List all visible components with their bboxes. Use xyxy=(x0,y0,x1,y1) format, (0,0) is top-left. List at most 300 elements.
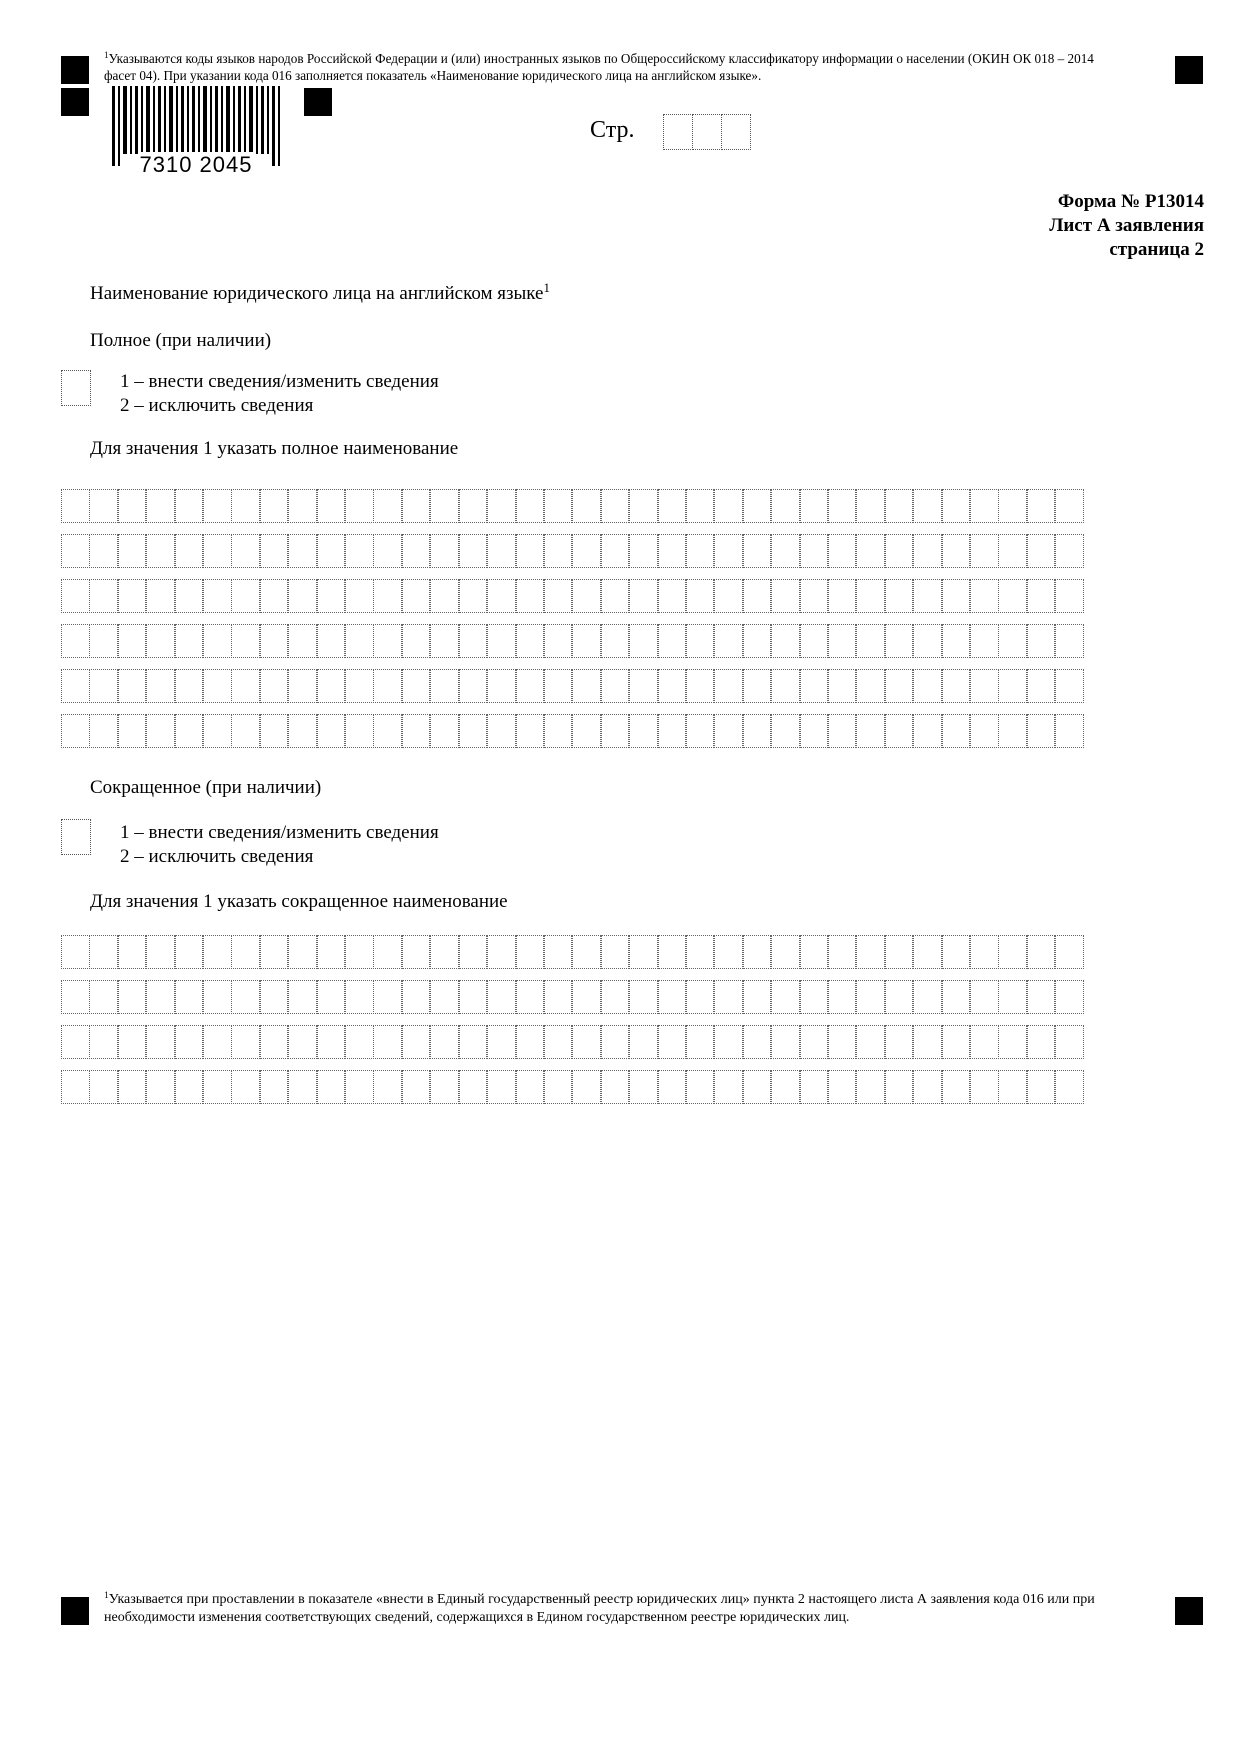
character-cell[interactable] xyxy=(459,489,488,523)
character-cell[interactable] xyxy=(856,534,885,568)
character-cell[interactable] xyxy=(658,714,687,748)
character-cell[interactable] xyxy=(1027,579,1056,613)
character-cell[interactable] xyxy=(544,489,573,523)
character-cell[interactable] xyxy=(61,714,90,748)
character-cell[interactable] xyxy=(686,935,715,969)
character-cell[interactable] xyxy=(203,489,232,523)
character-cell[interactable] xyxy=(629,1070,658,1104)
character-cell[interactable] xyxy=(89,669,118,703)
character-cell[interactable] xyxy=(686,579,715,613)
character-cell[interactable] xyxy=(231,489,260,523)
character-cell[interactable] xyxy=(1027,534,1056,568)
character-cell[interactable] xyxy=(516,1070,545,1104)
character-cell[interactable] xyxy=(658,489,687,523)
character-cell[interactable] xyxy=(743,534,772,568)
character-cell[interactable] xyxy=(970,624,999,658)
character-cell[interactable] xyxy=(459,1070,488,1104)
character-cell[interactable] xyxy=(402,1025,431,1059)
character-cell[interactable] xyxy=(856,489,885,523)
character-cell[interactable] xyxy=(885,534,914,568)
character-cell[interactable] xyxy=(658,534,687,568)
page-number-cell[interactable] xyxy=(663,114,693,150)
character-cell[interactable] xyxy=(601,1025,630,1059)
character-cell[interactable] xyxy=(629,980,658,1014)
character-cell[interactable] xyxy=(288,1025,317,1059)
character-cell[interactable] xyxy=(686,1070,715,1104)
character-cell[interactable] xyxy=(231,714,260,748)
character-cell[interactable] xyxy=(998,489,1027,523)
character-cell[interactable] xyxy=(913,489,942,523)
character-cell[interactable] xyxy=(345,1070,374,1104)
character-cell[interactable] xyxy=(800,714,829,748)
character-cell[interactable] xyxy=(459,1025,488,1059)
character-cell[interactable] xyxy=(800,534,829,568)
character-cell[interactable] xyxy=(61,669,90,703)
full-name-grid[interactable] xyxy=(61,489,1084,759)
character-cell[interactable] xyxy=(288,669,317,703)
character-cell[interactable] xyxy=(203,935,232,969)
character-cell[interactable] xyxy=(317,534,346,568)
character-cell[interactable] xyxy=(913,579,942,613)
character-cell[interactable] xyxy=(942,489,971,523)
character-cell[interactable] xyxy=(231,980,260,1014)
character-cell[interactable] xyxy=(942,935,971,969)
character-cell[interactable] xyxy=(373,669,402,703)
character-cell[interactable] xyxy=(601,669,630,703)
character-cell[interactable] xyxy=(601,714,630,748)
character-cell[interactable] xyxy=(118,714,147,748)
character-cell[interactable] xyxy=(430,1070,459,1104)
character-cell[interactable] xyxy=(714,714,743,748)
character-cell[interactable] xyxy=(629,714,658,748)
character-cell[interactable] xyxy=(89,624,118,658)
character-cell[interactable] xyxy=(1027,669,1056,703)
character-cell[interactable] xyxy=(743,1070,772,1104)
character-cell[interactable] xyxy=(714,534,743,568)
character-cell[interactable] xyxy=(260,1070,289,1104)
character-cell[interactable] xyxy=(430,980,459,1014)
character-cell[interactable] xyxy=(146,1025,175,1059)
character-cell[interactable] xyxy=(856,714,885,748)
character-cell[interactable] xyxy=(544,1025,573,1059)
character-cell[interactable] xyxy=(572,534,601,568)
character-cell[interactable] xyxy=(714,935,743,969)
character-cell[interactable] xyxy=(317,579,346,613)
character-cell[interactable] xyxy=(231,1070,260,1104)
character-cell[interactable] xyxy=(714,1025,743,1059)
character-cell[interactable] xyxy=(317,714,346,748)
character-cell[interactable] xyxy=(175,935,204,969)
character-cell[interactable] xyxy=(629,579,658,613)
character-cell[interactable] xyxy=(430,534,459,568)
character-cell[interactable] xyxy=(373,935,402,969)
character-cell[interactable] xyxy=(714,980,743,1014)
character-cell[interactable] xyxy=(516,624,545,658)
character-cell[interactable] xyxy=(61,624,90,658)
character-cell[interactable] xyxy=(942,579,971,613)
character-cell[interactable] xyxy=(942,669,971,703)
character-cell[interactable] xyxy=(828,669,857,703)
character-cell[interactable] xyxy=(231,579,260,613)
character-cell[interactable] xyxy=(970,935,999,969)
character-cell[interactable] xyxy=(885,980,914,1014)
character-cell[interactable] xyxy=(714,579,743,613)
character-cell[interactable] xyxy=(487,714,516,748)
character-cell[interactable] xyxy=(89,714,118,748)
character-cell[interactable] xyxy=(459,714,488,748)
character-cell[interactable] xyxy=(118,624,147,658)
character-cell[interactable] xyxy=(970,714,999,748)
character-cell[interactable] xyxy=(658,980,687,1014)
character-cell[interactable] xyxy=(231,935,260,969)
character-cell[interactable] xyxy=(118,980,147,1014)
character-cell[interactable] xyxy=(203,534,232,568)
character-cell[interactable] xyxy=(743,624,772,658)
character-cell[interactable] xyxy=(601,489,630,523)
character-cell[interactable] xyxy=(686,489,715,523)
character-cell[interactable] xyxy=(146,534,175,568)
character-cell[interactable] xyxy=(544,534,573,568)
character-cell[interactable] xyxy=(516,935,545,969)
character-cell[interactable] xyxy=(658,669,687,703)
character-cell[interactable] xyxy=(601,980,630,1014)
character-cell[interactable] xyxy=(771,1025,800,1059)
character-cell[interactable] xyxy=(1027,624,1056,658)
character-cell[interactable] xyxy=(175,714,204,748)
character-cell[interactable] xyxy=(714,489,743,523)
character-cell[interactable] xyxy=(402,935,431,969)
character-cell[interactable] xyxy=(800,624,829,658)
character-cell[interactable] xyxy=(970,980,999,1014)
character-cell[interactable] xyxy=(998,534,1027,568)
character-cell[interactable] xyxy=(743,1025,772,1059)
character-cell[interactable] xyxy=(516,980,545,1014)
character-cell[interactable] xyxy=(146,579,175,613)
character-cell[interactable] xyxy=(942,1025,971,1059)
character-cell[interactable] xyxy=(771,579,800,613)
character-cell[interactable] xyxy=(487,1025,516,1059)
character-cell[interactable] xyxy=(544,624,573,658)
character-cell[interactable] xyxy=(231,669,260,703)
character-cell[interactable] xyxy=(345,935,374,969)
character-cell[interactable] xyxy=(487,935,516,969)
character-cell[interactable] xyxy=(885,714,914,748)
character-cell[interactable] xyxy=(828,489,857,523)
character-cell[interactable] xyxy=(61,980,90,1014)
character-cell[interactable] xyxy=(743,980,772,1014)
character-cell[interactable] xyxy=(487,624,516,658)
character-cell[interactable] xyxy=(288,534,317,568)
character-cell[interactable] xyxy=(317,489,346,523)
character-cell[interactable] xyxy=(913,1025,942,1059)
character-cell[interactable] xyxy=(913,714,942,748)
character-cell[interactable] xyxy=(89,935,118,969)
character-cell[interactable] xyxy=(175,624,204,658)
character-cell[interactable] xyxy=(430,669,459,703)
character-cell[interactable] xyxy=(913,669,942,703)
character-cell[interactable] xyxy=(828,980,857,1014)
character-cell[interactable] xyxy=(260,1025,289,1059)
character-cell[interactable] xyxy=(743,669,772,703)
character-cell[interactable] xyxy=(658,1070,687,1104)
character-cell[interactable] xyxy=(856,935,885,969)
character-cell[interactable] xyxy=(828,1025,857,1059)
full-name-choice-box[interactable] xyxy=(61,370,91,406)
character-cell[interactable] xyxy=(203,980,232,1014)
character-cell[interactable] xyxy=(146,624,175,658)
character-cell[interactable] xyxy=(885,935,914,969)
character-cell[interactable] xyxy=(572,714,601,748)
character-cell[interactable] xyxy=(402,714,431,748)
character-cell[interactable] xyxy=(714,1070,743,1104)
character-cell[interactable] xyxy=(800,1025,829,1059)
character-cell[interactable] xyxy=(288,489,317,523)
character-cell[interactable] xyxy=(686,534,715,568)
character-cell[interactable] xyxy=(998,935,1027,969)
character-cell[interactable] xyxy=(430,935,459,969)
character-cell[interactable] xyxy=(856,579,885,613)
character-cell[interactable] xyxy=(1027,980,1056,1014)
character-cell[interactable] xyxy=(1055,624,1084,658)
character-cell[interactable] xyxy=(601,935,630,969)
character-cell[interactable] xyxy=(942,1070,971,1104)
character-cell[interactable] xyxy=(89,489,118,523)
character-cell[interactable] xyxy=(288,714,317,748)
character-cell[interactable] xyxy=(61,1070,90,1104)
character-cell[interactable] xyxy=(629,624,658,658)
character-cell[interactable] xyxy=(629,669,658,703)
character-cell[interactable] xyxy=(1027,489,1056,523)
character-cell[interactable] xyxy=(487,669,516,703)
character-cell[interactable] xyxy=(572,1070,601,1104)
character-cell[interactable] xyxy=(430,624,459,658)
character-cell[interactable] xyxy=(1055,534,1084,568)
short-name-choice-box[interactable] xyxy=(61,819,91,855)
character-cell[interactable] xyxy=(970,489,999,523)
page-number-cell[interactable] xyxy=(721,114,751,150)
character-cell[interactable] xyxy=(345,980,374,1014)
character-cell[interactable] xyxy=(146,669,175,703)
character-cell[interactable] xyxy=(1027,935,1056,969)
character-cell[interactable] xyxy=(231,1025,260,1059)
character-cell[interactable] xyxy=(402,534,431,568)
character-cell[interactable] xyxy=(970,1070,999,1104)
character-cell[interactable] xyxy=(771,1070,800,1104)
character-cell[interactable] xyxy=(1055,669,1084,703)
character-cell[interactable] xyxy=(516,714,545,748)
character-cell[interactable] xyxy=(288,1070,317,1104)
character-cell[interactable] xyxy=(885,624,914,658)
character-cell[interactable] xyxy=(459,579,488,613)
character-cell[interactable] xyxy=(402,624,431,658)
character-cell[interactable] xyxy=(629,489,658,523)
character-cell[interactable] xyxy=(260,489,289,523)
character-cell[interactable] xyxy=(913,1070,942,1104)
character-cell[interactable] xyxy=(913,534,942,568)
character-cell[interactable] xyxy=(601,579,630,613)
character-cell[interactable] xyxy=(260,935,289,969)
character-cell[interactable] xyxy=(629,935,658,969)
character-cell[interactable] xyxy=(260,714,289,748)
short-name-grid[interactable] xyxy=(61,935,1084,1115)
character-cell[interactable] xyxy=(373,489,402,523)
character-cell[interactable] xyxy=(345,1025,374,1059)
character-cell[interactable] xyxy=(61,489,90,523)
character-cell[interactable] xyxy=(828,1070,857,1104)
character-cell[interactable] xyxy=(373,624,402,658)
character-cell[interactable] xyxy=(203,624,232,658)
character-cell[interactable] xyxy=(856,1025,885,1059)
character-cell[interactable] xyxy=(885,1025,914,1059)
character-cell[interactable] xyxy=(800,669,829,703)
character-cell[interactable] xyxy=(970,534,999,568)
character-cell[interactable] xyxy=(686,1025,715,1059)
character-cell[interactable] xyxy=(856,669,885,703)
character-cell[interactable] xyxy=(345,489,374,523)
character-cell[interactable] xyxy=(743,714,772,748)
character-cell[interactable] xyxy=(175,980,204,1014)
character-cell[interactable] xyxy=(1027,714,1056,748)
character-cell[interactable] xyxy=(942,534,971,568)
character-cell[interactable] xyxy=(771,980,800,1014)
character-cell[interactable] xyxy=(317,935,346,969)
character-cell[interactable] xyxy=(658,624,687,658)
character-cell[interactable] xyxy=(771,669,800,703)
character-cell[interactable] xyxy=(743,489,772,523)
character-cell[interactable] xyxy=(345,669,374,703)
character-cell[interactable] xyxy=(118,1025,147,1059)
character-cell[interactable] xyxy=(89,534,118,568)
character-cell[interactable] xyxy=(998,714,1027,748)
character-cell[interactable] xyxy=(658,1025,687,1059)
character-cell[interactable] xyxy=(686,669,715,703)
character-cell[interactable] xyxy=(572,579,601,613)
page-number-cells[interactable] xyxy=(664,114,751,150)
character-cell[interactable] xyxy=(61,935,90,969)
character-cell[interactable] xyxy=(544,935,573,969)
character-cell[interactable] xyxy=(516,669,545,703)
character-cell[interactable] xyxy=(288,980,317,1014)
character-cell[interactable] xyxy=(118,579,147,613)
character-cell[interactable] xyxy=(487,1070,516,1104)
character-cell[interactable] xyxy=(516,534,545,568)
character-cell[interactable] xyxy=(828,624,857,658)
character-cell[interactable] xyxy=(118,935,147,969)
character-cell[interactable] xyxy=(146,714,175,748)
character-cell[interactable] xyxy=(260,980,289,1014)
page-number-cell[interactable] xyxy=(692,114,722,150)
character-cell[interactable] xyxy=(402,579,431,613)
character-cell[interactable] xyxy=(373,579,402,613)
character-cell[interactable] xyxy=(1055,980,1084,1014)
character-cell[interactable] xyxy=(601,534,630,568)
character-cell[interactable] xyxy=(203,669,232,703)
character-cell[interactable] xyxy=(89,579,118,613)
character-cell[interactable] xyxy=(231,624,260,658)
character-cell[interactable] xyxy=(430,714,459,748)
character-cell[interactable] xyxy=(487,489,516,523)
character-cell[interactable] xyxy=(572,980,601,1014)
character-cell[interactable] xyxy=(317,624,346,658)
character-cell[interactable] xyxy=(288,579,317,613)
character-cell[interactable] xyxy=(373,714,402,748)
character-cell[interactable] xyxy=(970,1025,999,1059)
character-cell[interactable] xyxy=(146,489,175,523)
character-cell[interactable] xyxy=(260,669,289,703)
character-cell[interactable] xyxy=(686,624,715,658)
character-cell[interactable] xyxy=(828,935,857,969)
character-cell[interactable] xyxy=(885,1070,914,1104)
character-cell[interactable] xyxy=(885,489,914,523)
character-cell[interactable] xyxy=(317,669,346,703)
character-cell[interactable] xyxy=(800,579,829,613)
character-cell[interactable] xyxy=(430,579,459,613)
character-cell[interactable] xyxy=(629,1025,658,1059)
character-cell[interactable] xyxy=(402,1070,431,1104)
character-cell[interactable] xyxy=(998,980,1027,1014)
character-cell[interactable] xyxy=(516,1025,545,1059)
character-cell[interactable] xyxy=(260,579,289,613)
character-cell[interactable] xyxy=(118,1070,147,1104)
character-cell[interactable] xyxy=(203,1025,232,1059)
character-cell[interactable] xyxy=(970,669,999,703)
character-cell[interactable] xyxy=(118,669,147,703)
character-cell[interactable] xyxy=(771,935,800,969)
character-cell[interactable] xyxy=(175,1070,204,1104)
character-cell[interactable] xyxy=(175,669,204,703)
character-cell[interactable] xyxy=(373,534,402,568)
character-cell[interactable] xyxy=(885,669,914,703)
character-cell[interactable] xyxy=(288,935,317,969)
character-cell[interactable] xyxy=(800,489,829,523)
character-cell[interactable] xyxy=(572,1025,601,1059)
character-cell[interactable] xyxy=(942,624,971,658)
character-cell[interactable] xyxy=(175,1025,204,1059)
character-cell[interactable] xyxy=(544,714,573,748)
character-cell[interactable] xyxy=(771,534,800,568)
character-cell[interactable] xyxy=(373,1025,402,1059)
character-cell[interactable] xyxy=(828,714,857,748)
character-cell[interactable] xyxy=(345,714,374,748)
character-cell[interactable] xyxy=(459,534,488,568)
character-cell[interactable] xyxy=(913,980,942,1014)
character-cell[interactable] xyxy=(231,534,260,568)
character-cell[interactable] xyxy=(714,624,743,658)
character-cell[interactable] xyxy=(516,489,545,523)
character-cell[interactable] xyxy=(1055,1025,1084,1059)
character-cell[interactable] xyxy=(175,534,204,568)
character-cell[interactable] xyxy=(402,669,431,703)
character-cell[interactable] xyxy=(998,1025,1027,1059)
character-cell[interactable] xyxy=(146,1070,175,1104)
character-cell[interactable] xyxy=(572,624,601,658)
character-cell[interactable] xyxy=(89,1070,118,1104)
character-cell[interactable] xyxy=(459,935,488,969)
character-cell[interactable] xyxy=(373,980,402,1014)
character-cell[interactable] xyxy=(175,579,204,613)
character-cell[interactable] xyxy=(89,1025,118,1059)
character-cell[interactable] xyxy=(1027,1070,1056,1104)
character-cell[interactable] xyxy=(260,624,289,658)
character-cell[interactable] xyxy=(373,1070,402,1104)
character-cell[interactable] xyxy=(572,489,601,523)
character-cell[interactable] xyxy=(89,980,118,1014)
character-cell[interactable] xyxy=(146,980,175,1014)
character-cell[interactable] xyxy=(856,980,885,1014)
character-cell[interactable] xyxy=(1055,1070,1084,1104)
character-cell[interactable] xyxy=(544,1070,573,1104)
character-cell[interactable] xyxy=(430,489,459,523)
